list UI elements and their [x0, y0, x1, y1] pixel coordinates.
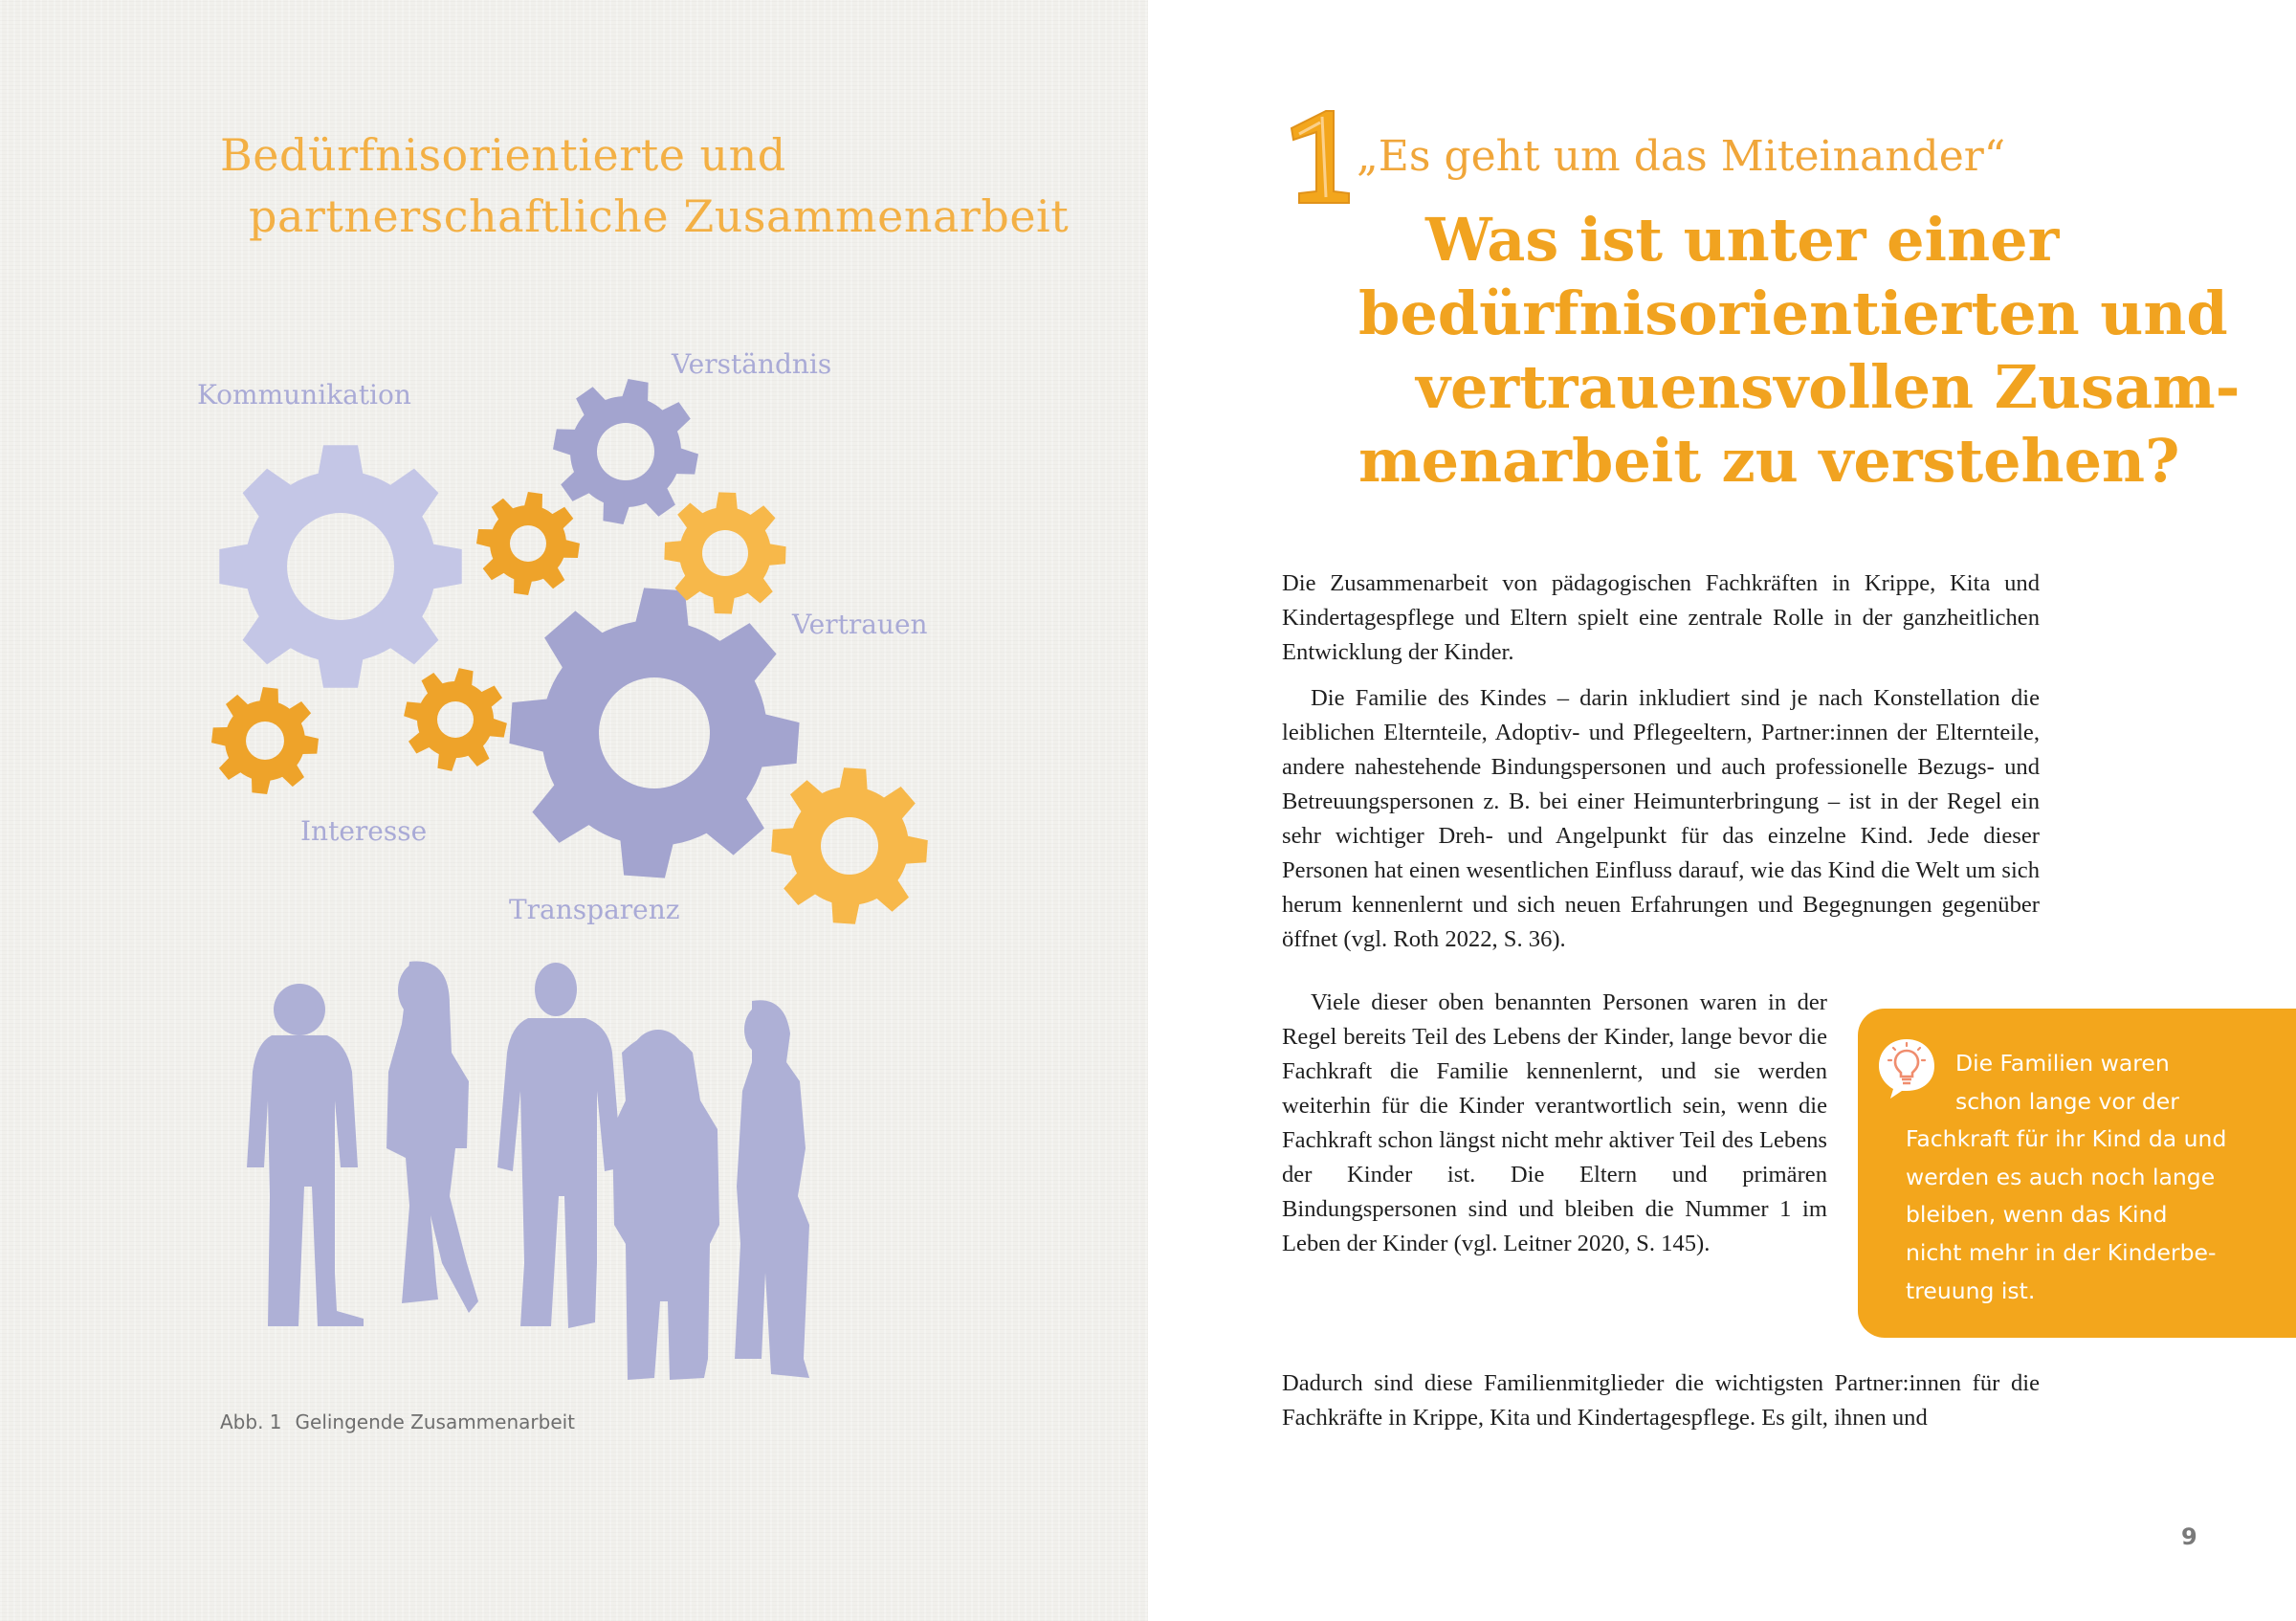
figure-title-line-2: partnerschaftliche Zusammenarbeit [249, 190, 1070, 243]
gear-small-orange-3-shape [211, 687, 319, 794]
gear-large-lavender-shape [509, 588, 799, 877]
headline-line-1: Was ist unter einer [1425, 205, 2060, 275]
chapter-kicker: „Es geht um das Miteinander“ [1357, 132, 2006, 181]
gear-large-lavender-light [219, 445, 461, 687]
caption-text: Gelingende Zusammenarbeit [295, 1410, 576, 1433]
paragraph-1: Die Zusammenarbeit von pädagogischen Fachkräften in Krippe, Kita und Kindertagespflege und Eltern spielt eine zentrale Rolle in der ganzheitlichen Entwicklung der Kinder. [1282, 570, 2040, 665]
paragraph-3: Viele dieser oben benannten Personen waren in der Regel bereits Teil des Lebens der Kinder, lange bevor die Fachkraft die Familie kennenlernt, und sie werden weiterhin für die Kinder verantwortlich sein, wenn die Fachkraft schon längst nicht mehr aktiver Teil des Lebens der Kinder ist. Die Eltern und primären Bindungspersonen sind und bleiben die Nummer 1 im Leben der Kinder (vgl. Leitner 2020, S. 145). [1282, 989, 1827, 1256]
paragraph-2: Die Familie des Kindes – darin inkludiert sind je nach Konstellation die leiblichen Elternteile, Adoptiv- und Pflegeeltern, Partner:innen der Elternteile, andere nahestehende Bindungspersonen und auch professionelle Bezugs- und Betreuungspersonen z. B. bei einer Heimunterbringung – ist in der Regel ein sehr wichtiger Dreh- und Angelpunkt für das einzelne Kind. Jede dieser Personen hat einen wesentlichen Einfluss darauf, wie das Kind die Welt um sich herum kennenlernt und sich neuen Erfahrungen und Begegnungen gegenüber öffnet (vgl. Roth 2022, S. 36). [1282, 685, 2040, 952]
gear-medium-lavender [553, 379, 698, 524]
gear-small-orange-3 [211, 687, 319, 794]
tip-line-7: treuung ist. [1906, 1277, 2036, 1304]
tip-text [1906, 1045, 2284, 1310]
gear-medium-orange-shape [771, 767, 928, 924]
label-verstaendnis: Verständnis [672, 348, 832, 380]
silhouette-person-4 [612, 1030, 719, 1380]
tip-box [1858, 1009, 2296, 1338]
silhouette-person-3 [497, 963, 622, 1328]
silhouette-person-2 [386, 962, 478, 1313]
tip-line-6: nicht mehr in der Kinderbe- [1906, 1238, 2217, 1266]
label-kommunikation: Kommunikation [197, 379, 411, 411]
page-number: 9 [2181, 1523, 2197, 1550]
tip-line-2: schon lange vor der [1955, 1087, 2179, 1115]
gear-medium-lavender-shape [553, 379, 698, 524]
figure-title-line-1: Bedürfnisorientierte und [220, 129, 786, 181]
gear-small-orange-2 [664, 492, 785, 613]
gear-medium-orange [771, 767, 928, 924]
people-silhouettes [247, 962, 809, 1380]
silhouette-person-1 [247, 984, 364, 1326]
chapter-number [1280, 103, 1366, 209]
gear-small-orange-2-shape [664, 492, 785, 613]
gear-small-orange-4 [404, 668, 507, 771]
gear-large-lavender-light-shape [219, 445, 461, 687]
caption-number: Abb. 1 [220, 1410, 282, 1433]
label-transparenz: Transparenz [509, 894, 680, 925]
tip-line-1: Die Familien waren [1955, 1050, 2170, 1077]
gear-large-lavender [509, 588, 799, 877]
tip-line-5: bleiben, wenn das Kind [1906, 1201, 2168, 1229]
headline-line-2: bedürfnisorientierten und [1358, 278, 2228, 348]
headline-line-4: menarbeit zu verstehen? [1358, 426, 2180, 496]
tip-line-3: Fachkraft für ihr Kind da und [1906, 1125, 2227, 1153]
label-vertrauen: Vertrauen [792, 609, 928, 640]
tip-line-4: werden es auch noch lange [1906, 1163, 2216, 1190]
paragraph-4: Dadurch sind diese Familienmitglieder die wichtigsten Partner:innen für die Fachkräfte in Krippe, Kita und Kindertagespflege. Es gilt, ihnen und [1282, 1370, 2040, 1431]
figure-caption [220, 1410, 575, 1433]
right-page [1148, 0, 2296, 1621]
chapter-headline [1358, 203, 2240, 498]
silhouette-person-5 [735, 1000, 809, 1378]
gear-small-orange-1-shape [476, 492, 580, 595]
gear-small-orange-1 [476, 492, 580, 595]
gear-small-orange-4-shape [404, 668, 507, 771]
label-interesse: Interesse [300, 815, 428, 847]
headline-line-3: vertrauensvollen Zusam- [1416, 352, 2241, 422]
